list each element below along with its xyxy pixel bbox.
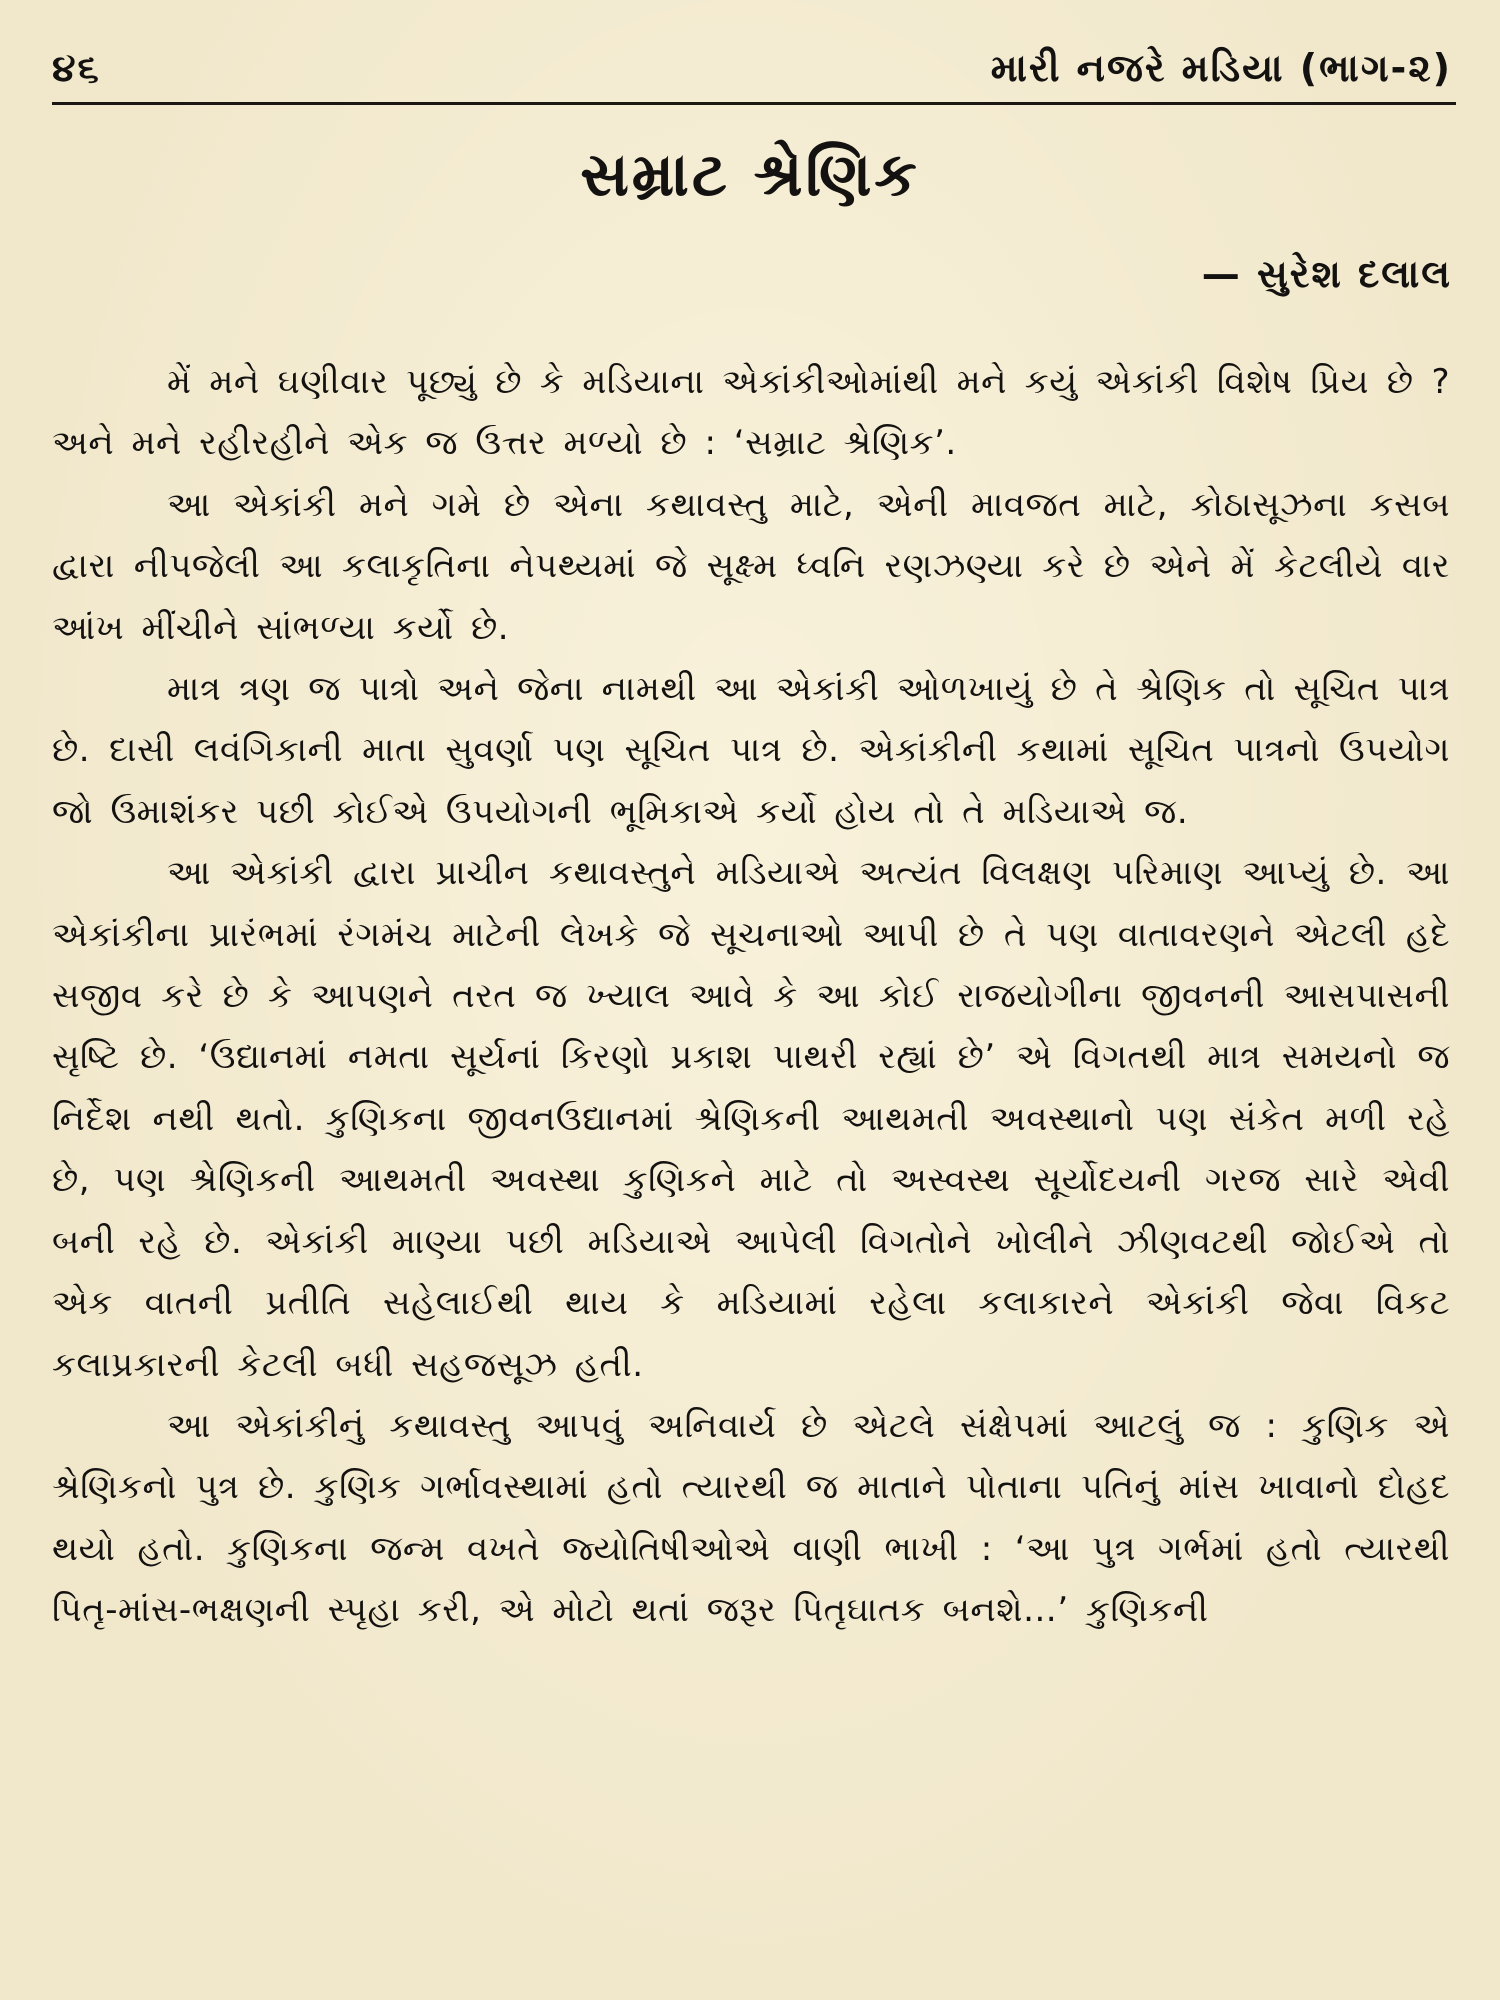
author-byline: — સુરેશ દલાલ xyxy=(1201,252,1452,296)
paragraph-2: આ એકાંકી મને ગમે છે એના કથાવસ્તુ માટે, એની માવજત માટે, કોઠાસૂઝના કસબ દ્વારા નીપજેલી આ કલાકૃતિના નેપથ્યમાં જે સૂક્ષ્મ ધ્વનિ રણઝણ્યા કરે છે એને મેં કેટલીયે વાર આંખ મીંચીને સાંભળ્યા કર્યો છે. xyxy=(52,484,1450,648)
paragraph-3: માત્ર ત્રણ જ પાત્રો અને જેના નામથી આ એકાંકી ઓળખાયું છે તે શ્રેણિક તો સૂચિત પાત્ર છે. દાસી લવંગિકાની માતા સુવર્ણા પણ સૂચિત પાત્ર છે. એકાંકીની કથામાં સૂચિત પાત્રનો ઉપયોગ જો ઉમાશંકર પછી કોઈએ ઉપયોગની ભૂમિકાએ કર્યો હોય તો તે મડિયાએ જ. xyxy=(52,669,1450,832)
article-title: સમ્રાટ શ્રેણિક xyxy=(580,140,920,210)
page-number: ૪૬ xyxy=(52,46,101,90)
paragraph-4: આ એકાંકી દ્વારા પ્રાચીન કથાવસ્તુને મડિયાએ અત્યંત વિલક્ષણ પરિમાણ આપ્યું છે. આ એકાંકીના પ્રારંભમાં રંગમંચ માટેની લેખકે જે સૂચનાઓ આપી છે તે પણ વાતાવરણને એટલી હદે સજીવ કરે છે કે આપણને તરત જ ખ્યાલ આવે કે આ કોઈ રાજયોગીના જીવનની આસપાસની સૃષ્ટિ છે. ‘ઉદ્યાનમાં નમતા સૂર્યનાં કિરણો પ્રકાશ પાથરી રહ્યાં છે’ એ વિગતથી માત્ર સમયનો જ નિર્દેશ નથી થતો. કુણિકના જીવનઉદ્યાનમાં શ્રેણિકની આથમતી અવસ્થાનો પણ સંકેત મળી રહે છે, પણ શ્રેણિકની આથમતી અવસ્થા કુણિકને માટે તો અસ્વસ્થ સૂર્યોદયની ગરજ સારે એવી બની રહે છે. એકાંકી માણ્યા પછી મડિયાએ આપેલી વિગતોને ખોલીને ઝીણવટથી જોઈએ તો એક વાતની પ્રતીતિ સહેલાઈથી થાય કે મડિયામાં રહેલા કલાકારને એકાંકી જેવા વિકટ કલાપ્રકારની કેટલી બધી સહજસૂઝ હતી. xyxy=(52,853,1450,1385)
running-header xyxy=(52,40,1456,105)
book-title: મારી નજરે મડિયા (ભાગ-૨) xyxy=(990,46,1452,90)
paragraph-5: આ એકાંકીનું કથાવસ્તુ આપવું અનિવાર્ય છે એટલે સંક્ષેપમાં આટલું જ : કુણિક એ શ્રેણિકનો પુત્ર છે. કુણિક ગર્ભાવસ્થામાં હતો ત્યારથી જ માતાને પોતાના પતિનું માંસ ખાવાનો દોહદ થયો હતો. કુણિકના જન્મ વખતે જ્યોતિષીઓએ વાણી ભાખી : ‘આ પુત્ર ગર્ભમાં હતો ત્યારથી પિતૃ-માંસ-ભક્ષણની સ્પૃહા કરી, એ મોટો થતાં જરૂર પિતૃઘાતક બનશે…’ કુણિકની xyxy=(52,1405,1450,1631)
article-body xyxy=(52,352,1450,1642)
paragraph-1: મેં મને ઘણીવાર પૂછ્યું છે કે મડિયાના એકાંકીઓમાંથી મને કયું એકાંકી વિશેષ પ્રિય છે ? અને મને રહીરહીને એક જ ઉત્તર મળ્યો છે : ‘સમ્રાટ શ્રેણિક’. xyxy=(52,362,1450,464)
